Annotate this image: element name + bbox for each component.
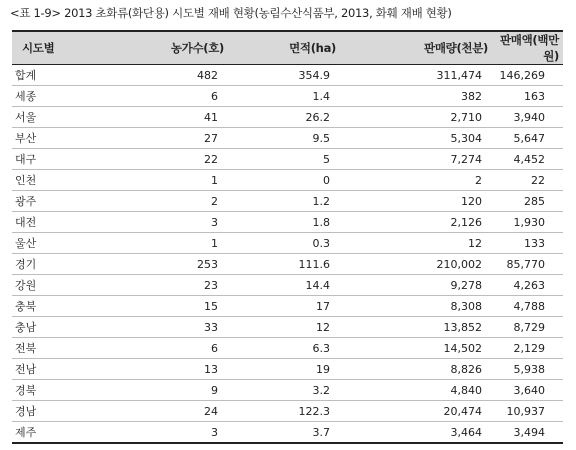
table-row (12, 296, 563, 317)
cell-farms: 23 (114, 275, 228, 296)
cell-volume: 4,840 (340, 380, 492, 401)
cell-region: 전북 (12, 338, 114, 359)
cell-farms: 33 (114, 317, 228, 338)
cell-region: 세종 (12, 86, 114, 107)
cell-farms: 1 (114, 170, 228, 191)
cell-amount: 22 (492, 170, 563, 191)
cell-amount: 3,940 (492, 107, 563, 128)
cell-volume: 311,474 (340, 65, 492, 86)
cell-area: 0.3 (228, 233, 340, 254)
cell-amount: 2,129 (492, 338, 563, 359)
cell-volume: 210,002 (340, 254, 492, 275)
cell-amount: 10,937 (492, 401, 563, 422)
cell-amount: 3,494 (492, 422, 563, 444)
cell-area: 5 (228, 149, 340, 170)
cell-region: 울산 (12, 233, 114, 254)
cell-farms: 1 (114, 233, 228, 254)
cell-farms: 27 (114, 128, 228, 149)
table-row (12, 401, 563, 422)
cell-amount: 4,452 (492, 149, 563, 170)
cell-area: 0 (228, 170, 340, 191)
cell-amount: 163 (492, 86, 563, 107)
cell-region: 경기 (12, 254, 114, 275)
header-row (12, 31, 563, 65)
table-row (12, 170, 563, 191)
cell-area: 14.4 (228, 275, 340, 296)
cell-amount: 3,640 (492, 380, 563, 401)
table-row (12, 212, 563, 233)
cell-area: 1.8 (228, 212, 340, 233)
table-row (12, 422, 563, 444)
cell-area: 19 (228, 359, 340, 380)
cell-region: 전남 (12, 359, 114, 380)
table-row (12, 149, 563, 170)
header-area: 면적(ha) (289, 41, 336, 55)
table-row (12, 317, 563, 338)
table-row (12, 254, 563, 275)
cell-region: 충북 (12, 296, 114, 317)
cell-volume: 9,278 (340, 275, 492, 296)
cell-volume: 382 (340, 86, 492, 107)
cell-area: 3.2 (228, 380, 340, 401)
header-region: 시도별 (22, 41, 55, 55)
cell-area: 111.6 (228, 254, 340, 275)
cell-amount: 8,729 (492, 317, 563, 338)
cell-amount: 4,788 (492, 296, 563, 317)
cell-region: 광주 (12, 191, 114, 212)
cell-region: 부산 (12, 128, 114, 149)
cell-farms: 13 (114, 359, 228, 380)
cell-area: 3.7 (228, 422, 340, 444)
cell-volume: 3,464 (340, 422, 492, 444)
cell-farms: 6 (114, 86, 228, 107)
header-volume: 판매량(천분) (424, 41, 488, 55)
cell-area: 26.2 (228, 107, 340, 128)
cell-area: 122.3 (228, 401, 340, 422)
cell-farms: 3 (114, 212, 228, 233)
cell-region: 서울 (12, 107, 114, 128)
cell-volume: 5,304 (340, 128, 492, 149)
cell-region: 합계 (12, 65, 114, 86)
cell-farms: 482 (114, 65, 228, 86)
cell-farms: 6 (114, 338, 228, 359)
cell-region: 인천 (12, 170, 114, 191)
cell-volume: 14,502 (340, 338, 492, 359)
table-caption: <표 1-9> 2013 초화류(화단용) 시도별 재배 현황(농림수산식품부, 2013, 화훼 재배 현황) (10, 6, 452, 20)
cell-volume: 8,308 (340, 296, 492, 317)
table-row (12, 359, 563, 380)
cell-region: 대구 (12, 149, 114, 170)
cell-volume: 7,274 (340, 149, 492, 170)
cell-area: 1.4 (228, 86, 340, 107)
table-body (12, 65, 563, 444)
table-row (12, 233, 563, 254)
table-row (12, 128, 563, 149)
data-table-container (12, 30, 563, 444)
table-row (12, 65, 563, 86)
cell-farms: 22 (114, 149, 228, 170)
cell-farms: 41 (114, 107, 228, 128)
cell-farms: 15 (114, 296, 228, 317)
cell-area: 12 (228, 317, 340, 338)
cell-region: 강원 (12, 275, 114, 296)
header-amount: 판매액(백만원) (499, 33, 559, 63)
header-farms: 농가수(호) (170, 41, 224, 55)
table-row (12, 380, 563, 401)
cell-volume: 20,474 (340, 401, 492, 422)
table-row (12, 107, 563, 128)
cell-farms: 9 (114, 380, 228, 401)
table-row (12, 338, 563, 359)
cell-farms: 3 (114, 422, 228, 444)
cell-area: 17 (228, 296, 340, 317)
table-row (12, 191, 563, 212)
cell-area: 9.5 (228, 128, 340, 149)
table-row (12, 275, 563, 296)
cell-volume: 8,826 (340, 359, 492, 380)
cell-volume: 120 (340, 191, 492, 212)
cell-volume: 2 (340, 170, 492, 191)
cell-area: 1.2 (228, 191, 340, 212)
cell-farms: 2 (114, 191, 228, 212)
cell-volume: 13,852 (340, 317, 492, 338)
cell-region: 제주 (12, 422, 114, 444)
cell-region: 경남 (12, 401, 114, 422)
cell-region: 대전 (12, 212, 114, 233)
cell-amount: 85,770 (492, 254, 563, 275)
cell-amount: 285 (492, 191, 563, 212)
cell-farms: 24 (114, 401, 228, 422)
cell-area: 6.3 (228, 338, 340, 359)
cell-region: 충남 (12, 317, 114, 338)
cell-amount: 146,269 (492, 65, 563, 86)
cell-area: 354.9 (228, 65, 340, 86)
table-row (12, 86, 563, 107)
table-header (12, 31, 563, 65)
cell-amount: 4,263 (492, 275, 563, 296)
cell-volume: 2,126 (340, 212, 492, 233)
cultivation-table (12, 30, 563, 444)
cell-amount: 1,930 (492, 212, 563, 233)
cell-amount: 5,647 (492, 128, 563, 149)
cell-volume: 2,710 (340, 107, 492, 128)
cell-amount: 5,938 (492, 359, 563, 380)
cell-volume: 12 (340, 233, 492, 254)
cell-region: 경북 (12, 380, 114, 401)
cell-farms: 253 (114, 254, 228, 275)
cell-amount: 133 (492, 233, 563, 254)
